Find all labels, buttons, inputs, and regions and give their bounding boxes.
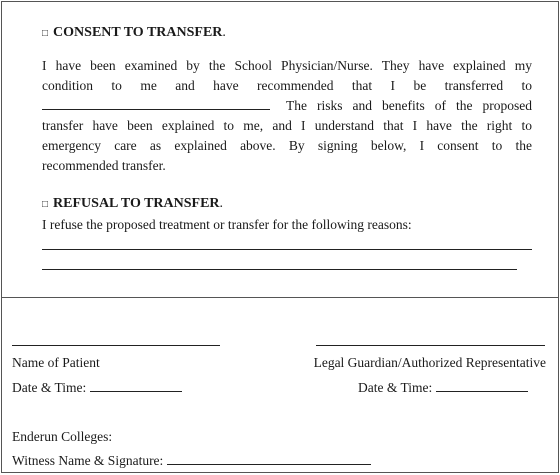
consent-line-6: recommended transfer. xyxy=(42,158,166,173)
refusal-intro: I refuse the proposed treatment or transfer for the following reasons: xyxy=(42,217,412,232)
refusal-reason-line-1[interactable] xyxy=(42,249,532,250)
patient-date-time-blank[interactable] xyxy=(90,379,182,392)
consent-heading xyxy=(42,24,226,43)
patient-name-label: Name of Patient xyxy=(12,355,100,370)
transfer-destination-blank[interactable] xyxy=(42,109,270,110)
patient-date-time-label: Date & Time: xyxy=(12,380,87,395)
patient-signature-line[interactable] xyxy=(12,345,220,346)
guardian-date-time xyxy=(358,379,528,397)
guardian-label: Legal Guardian/Authorized Representative xyxy=(313,355,546,370)
refusal-heading xyxy=(42,195,223,214)
consent-checkbox[interactable]: □ xyxy=(42,28,49,39)
witness-signature-blank[interactable] xyxy=(167,452,371,465)
consent-line-2: condition to me and have recommended that I be transferred to xyxy=(42,78,532,93)
consent-line-5: emergency care as explained above. By signing below, I consent to the xyxy=(42,138,532,153)
refusal-reason-line-2[interactable] xyxy=(42,269,517,270)
institution-label: Enderun Colleges: xyxy=(12,429,113,444)
transfer-consent-form xyxy=(1,1,559,473)
refusal-heading-suffix: . xyxy=(219,196,224,211)
consent-line-4: transfer have been explained to me, and I understand that I have the right to xyxy=(42,118,532,133)
guardian-date-time-label: Date & Time: xyxy=(358,380,433,395)
guardian-date-time-blank[interactable] xyxy=(436,379,528,392)
consent-heading-text: CONSENT TO TRANSFER xyxy=(53,25,223,40)
refusal-heading-text: REFUSAL TO TRANSFER xyxy=(53,196,220,211)
guardian-signature-line[interactable] xyxy=(316,345,545,346)
consent-line-3: The risks and benefits of the proposed xyxy=(286,98,532,113)
refusal-checkbox[interactable]: □ xyxy=(42,199,49,210)
witness-label: Witness Name & Signature: xyxy=(12,453,164,468)
consent-line-1: I have been examined by the School Physician/Nurse. They have explained my xyxy=(42,58,532,73)
patient-date-time xyxy=(12,379,182,397)
consent-refusal-section xyxy=(2,2,558,298)
consent-heading-suffix: . xyxy=(222,25,226,40)
witness-row xyxy=(12,452,371,470)
